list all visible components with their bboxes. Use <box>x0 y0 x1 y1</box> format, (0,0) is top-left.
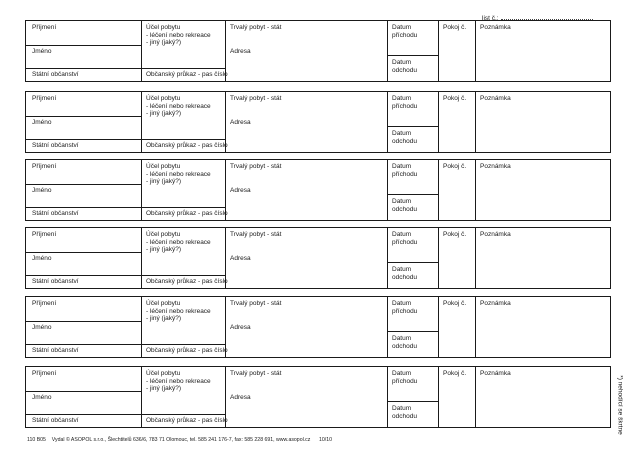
first-name-label: Jméno <box>32 255 52 262</box>
room-label: Pokoj č. <box>443 24 467 31</box>
column-divider <box>475 92 476 152</box>
citizenship-label: Státní občanství <box>32 347 79 354</box>
column-divider <box>475 297 476 357</box>
column-divider <box>438 92 439 152</box>
column-divider <box>387 367 388 427</box>
note-label: Poznámka <box>480 370 511 377</box>
guest-record-6 <box>25 366 611 428</box>
column-divider <box>438 297 439 357</box>
column-divider <box>475 21 476 81</box>
guest-record-4 <box>25 227 611 289</box>
departure-label: Datum odchodu <box>392 130 417 145</box>
column-divider <box>141 160 142 220</box>
purpose-label: Účel pobytu - léčení nebo rekreace - jiný (jaký?) <box>146 231 211 254</box>
residence-label: Trvalý pobyt - stát <box>230 370 282 377</box>
column-divider <box>438 21 439 81</box>
residence-label: Trvalý pobyt - stát <box>230 163 282 170</box>
row-divider <box>26 184 141 185</box>
address-label: Adresa <box>230 187 251 194</box>
id-card-label: Občanský průkaz - pas číslo <box>146 278 228 285</box>
address-label: Adresa <box>230 324 251 331</box>
arrival-label: Datum příchodu <box>392 24 418 39</box>
purpose-label: Účel pobytu - léčení nebo rekreace - jiný (jaký?) <box>146 163 211 186</box>
note-label: Poznámka <box>480 24 511 31</box>
purpose-label: Účel pobytu - léčení nebo rekreace - jiný (jaký?) <box>146 370 211 393</box>
first-name-label: Jméno <box>32 324 52 331</box>
row-divider <box>26 321 141 322</box>
guest-record-5 <box>25 296 611 358</box>
form-code: 110 B05 <box>27 437 46 443</box>
arrival-label: Datum příchodu <box>392 163 418 178</box>
row-divider <box>26 139 225 140</box>
first-name-label: Jméno <box>32 119 52 126</box>
side-note: *) nehodící se škrtne <box>616 375 624 435</box>
row-divider <box>26 391 141 392</box>
arrival-label: Datum příchodu <box>392 95 418 110</box>
column-divider <box>475 160 476 220</box>
row-divider <box>26 68 225 69</box>
surname-label: Příjmení <box>32 300 57 307</box>
room-label: Pokoj č. <box>443 163 467 170</box>
note-label: Poznámka <box>480 95 511 102</box>
row-divider <box>26 207 225 208</box>
citizenship-label: Státní občanství <box>32 71 79 78</box>
row-divider <box>387 126 438 127</box>
id-card-label: Občanský průkaz - pas číslo <box>146 417 228 424</box>
surname-label: Příjmení <box>32 95 57 102</box>
row-divider <box>26 275 225 276</box>
arrival-label: Datum příchodu <box>392 300 418 315</box>
guest-record-3 <box>25 159 611 221</box>
row-divider <box>387 331 438 332</box>
publisher-info: Vydal © ASOPOL s.r.o., Šlechtitelů 636/6, 783 71 Olomouc, tel. 585 241 176-7, fax: 585 228 691, www.asopol.cz <box>51 437 311 443</box>
address-label: Adresa <box>230 48 251 55</box>
first-name-label: Jméno <box>32 187 52 194</box>
note-label: Poznámka <box>480 300 511 307</box>
column-divider <box>387 21 388 81</box>
address-label: Adresa <box>230 255 251 262</box>
citizenship-label: Státní občanství <box>32 278 79 285</box>
residence-label: Trvalý pobyt - stát <box>230 24 282 31</box>
sheet-number-line[interactable] <box>501 13 593 20</box>
note-label: Poznámka <box>480 231 511 238</box>
column-divider <box>475 367 476 427</box>
departure-label: Datum odchodu <box>392 198 417 213</box>
column-divider <box>141 367 142 427</box>
surname-label: Příjmení <box>32 163 57 170</box>
surname-label: Příjmení <box>32 370 57 377</box>
column-divider <box>387 228 388 288</box>
column-divider <box>438 367 439 427</box>
first-name-label: Jméno <box>32 48 52 55</box>
column-divider <box>387 92 388 152</box>
row-divider <box>387 55 438 56</box>
surname-label: Příjmení <box>32 24 57 31</box>
citizenship-label: Státní občanství <box>32 210 79 217</box>
column-divider <box>387 160 388 220</box>
purpose-label: Účel pobytu - léčení nebo rekreace - jiný (jaký?) <box>146 300 211 323</box>
row-divider <box>387 401 438 402</box>
guest-record-2 <box>25 91 611 153</box>
edition: 10/10 <box>319 437 333 443</box>
citizenship-label: Státní občanství <box>32 142 79 149</box>
arrival-label: Datum příchodu <box>392 370 418 385</box>
arrival-label: Datum příchodu <box>392 231 418 246</box>
first-name-label: Jméno <box>32 394 52 401</box>
residence-label: Trvalý pobyt - stát <box>230 95 282 102</box>
row-divider <box>26 45 141 46</box>
row-divider <box>26 116 141 117</box>
column-divider <box>387 297 388 357</box>
id-card-label: Občanský průkaz - pas číslo <box>146 210 228 217</box>
room-label: Pokoj č. <box>443 370 467 377</box>
address-label: Adresa <box>230 394 251 401</box>
purpose-label: Účel pobytu - léčení nebo rekreace - jiný (jaký?) <box>146 95 211 118</box>
departure-label: Datum odchodu <box>392 266 417 281</box>
row-divider <box>387 194 438 195</box>
address-label: Adresa <box>230 119 251 126</box>
column-divider <box>141 228 142 288</box>
column-divider <box>438 160 439 220</box>
departure-label: Datum odchodu <box>392 59 417 74</box>
row-divider <box>26 414 225 415</box>
residence-label: Trvalý pobyt - stát <box>230 231 282 238</box>
column-divider <box>141 21 142 81</box>
row-divider <box>26 252 141 253</box>
note-label: Poznámka <box>480 163 511 170</box>
room-label: Pokoj č. <box>443 231 467 238</box>
footer <box>27 437 332 443</box>
column-divider <box>141 297 142 357</box>
column-divider <box>438 228 439 288</box>
surname-label: Příjmení <box>32 231 57 238</box>
row-divider <box>387 262 438 263</box>
sheet-number-label: list č.: <box>482 15 499 22</box>
residence-label: Trvalý pobyt - stát <box>230 300 282 307</box>
departure-label: Datum odchodu <box>392 405 417 420</box>
id-card-label: Občanský průkaz - pas číslo <box>146 347 228 354</box>
departure-label: Datum odchodu <box>392 335 417 350</box>
column-divider <box>475 228 476 288</box>
column-divider <box>141 92 142 152</box>
id-card-label: Občanský průkaz - pas číslo <box>146 71 228 78</box>
purpose-label: Účel pobytu - léčení nebo rekreace - jiný (jaký?) <box>146 24 211 47</box>
citizenship-label: Státní občanství <box>32 417 79 424</box>
id-card-label: Občanský průkaz - pas číslo <box>146 142 228 149</box>
room-label: Pokoj č. <box>443 300 467 307</box>
row-divider <box>26 344 225 345</box>
room-label: Pokoj č. <box>443 95 467 102</box>
guest-record-1 <box>25 20 611 82</box>
